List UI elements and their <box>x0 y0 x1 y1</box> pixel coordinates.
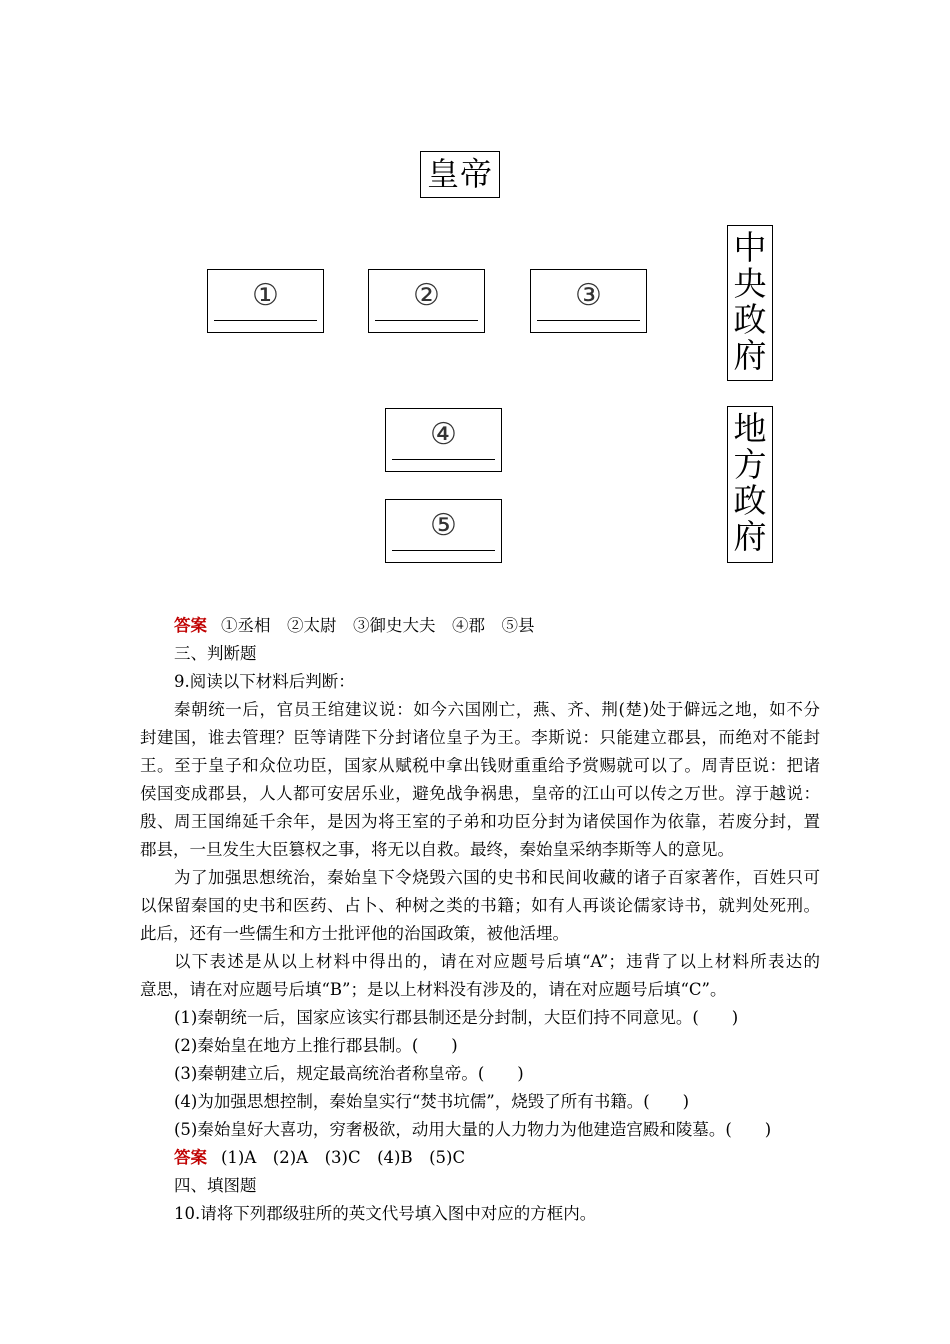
answer-line <box>392 550 495 551</box>
local-government-label <box>727 406 773 563</box>
paragraph-line: 殷、周王国绵延千余年，是因为将王室的子弟和功臣分封为诸侯国作为依靠，若废分封，置 <box>140 812 820 831</box>
answer-text: (1)A (2)A (3)C (4)B (5)C <box>221 1148 466 1167</box>
label-char: 央 <box>733 264 767 303</box>
post-number: ④ <box>430 417 457 452</box>
section-heading-map: 四、填图题 <box>174 1176 257 1195</box>
paragraph-line: 为了加强思想统治，秦始皇下令烧毁六国的史书和民间收藏的诸子百家著作，百姓只可 <box>174 868 820 887</box>
answer-label: 答案 <box>174 1148 207 1167</box>
answer-row-1 <box>140 612 820 640</box>
central-post-box-1 <box>207 269 324 333</box>
label-char: 府 <box>733 517 767 556</box>
local-post-box-2 <box>385 499 502 563</box>
answer-line <box>214 320 317 321</box>
answer-text: ①丞相 ②太尉 ③御史大夫 ④郡 ⑤县 <box>221 616 535 635</box>
label-char: 方 <box>733 445 767 484</box>
judgement-item-1: (1)秦朝统一后，国家应该实行郡县制还是分封制，大臣们持不同意见。( ) <box>174 1008 739 1027</box>
central-post-box-2 <box>368 269 485 333</box>
paragraph-line: 郡县，一旦发生大臣篡权之事，将无以自救。最终，秦始皇采纳李斯等人的意见。 <box>140 840 734 859</box>
question-9-title: 9.阅读以下材料后判断： <box>174 672 355 691</box>
label-char: 府 <box>733 336 767 375</box>
label-char: 政 <box>733 481 767 520</box>
label-char: 政 <box>733 300 767 339</box>
answer-line <box>392 459 495 460</box>
post-number: ② <box>413 278 440 313</box>
label-char: 地 <box>733 409 767 448</box>
local-post-box-1 <box>385 408 502 472</box>
post-number: ① <box>252 278 279 313</box>
paragraph-line: 封建国，谁去管理？臣等请陛下分封诸位皇子为王。李斯说：只能建立郡县，而绝对不能封 <box>140 728 820 747</box>
instruction-line: 意思，请在对应题号后填“B”；是以上材料没有涉及的，请在对应题号后填“C”。 <box>140 980 727 999</box>
answer-row-2 <box>140 1144 820 1172</box>
emperor-box: 皇帝 <box>420 151 500 198</box>
text-body <box>140 612 820 1228</box>
paragraph-line: 侯国变成郡县，人人都可安居乐业，避免战争祸患，皇帝的江山可以传之万世。淳于越说： <box>140 784 820 803</box>
paragraph-line: 王。至于皇子和众位功臣，国家从赋税中拿出钱财重重给予赏赐就可以了。周青臣说：把诸 <box>140 756 820 775</box>
judgement-item-4: (4)为加强思想控制，秦始皇实行“焚书坑儒”，烧毁了所有书籍。( ) <box>174 1092 690 1111</box>
central-government-label <box>727 225 773 381</box>
paragraph-line: 以保留秦国的史书和医药、占卜、种树之类的书籍；如有人再谈论儒家诗书，就判处死刑。 <box>140 896 820 915</box>
judgement-item-5: (5)秦始皇好大喜功，穷奢极欲，动用大量的人力物力为他建造宫殿和陵墓。( ) <box>174 1120 772 1139</box>
label-char: 中 <box>733 228 767 267</box>
paragraph-line: 秦朝统一后，官员王绾建议说：如今六国刚亡，燕、齐、荆(楚)处于僻远之地，如不分 <box>174 700 820 719</box>
section-heading-judgement: 三、判断题 <box>174 644 257 663</box>
judgement-item-3: (3)秦朝建立后，规定最高统治者称皇帝。( ) <box>174 1064 524 1083</box>
paragraph-line: 此后，还有一些儒生和方士批评他的治国政策，被他活埋。 <box>140 924 569 943</box>
answer-line <box>537 320 640 321</box>
post-number: ⑤ <box>430 508 457 543</box>
question-10: 10.请将下列郡级驻所的英文代号填入图中对应的方框内。 <box>174 1204 597 1223</box>
answer-label: 答案 <box>174 616 207 635</box>
judgement-item-2: (2)秦始皇在地方上推行郡县制。( ) <box>174 1036 458 1055</box>
central-post-box-3 <box>530 269 647 333</box>
instruction-line: 以下表述是从以上材料中得出的，请在对应题号后填“A”；违背了以上材料所表达的 <box>174 952 820 971</box>
answer-line <box>375 320 478 321</box>
post-number: ③ <box>575 278 602 313</box>
